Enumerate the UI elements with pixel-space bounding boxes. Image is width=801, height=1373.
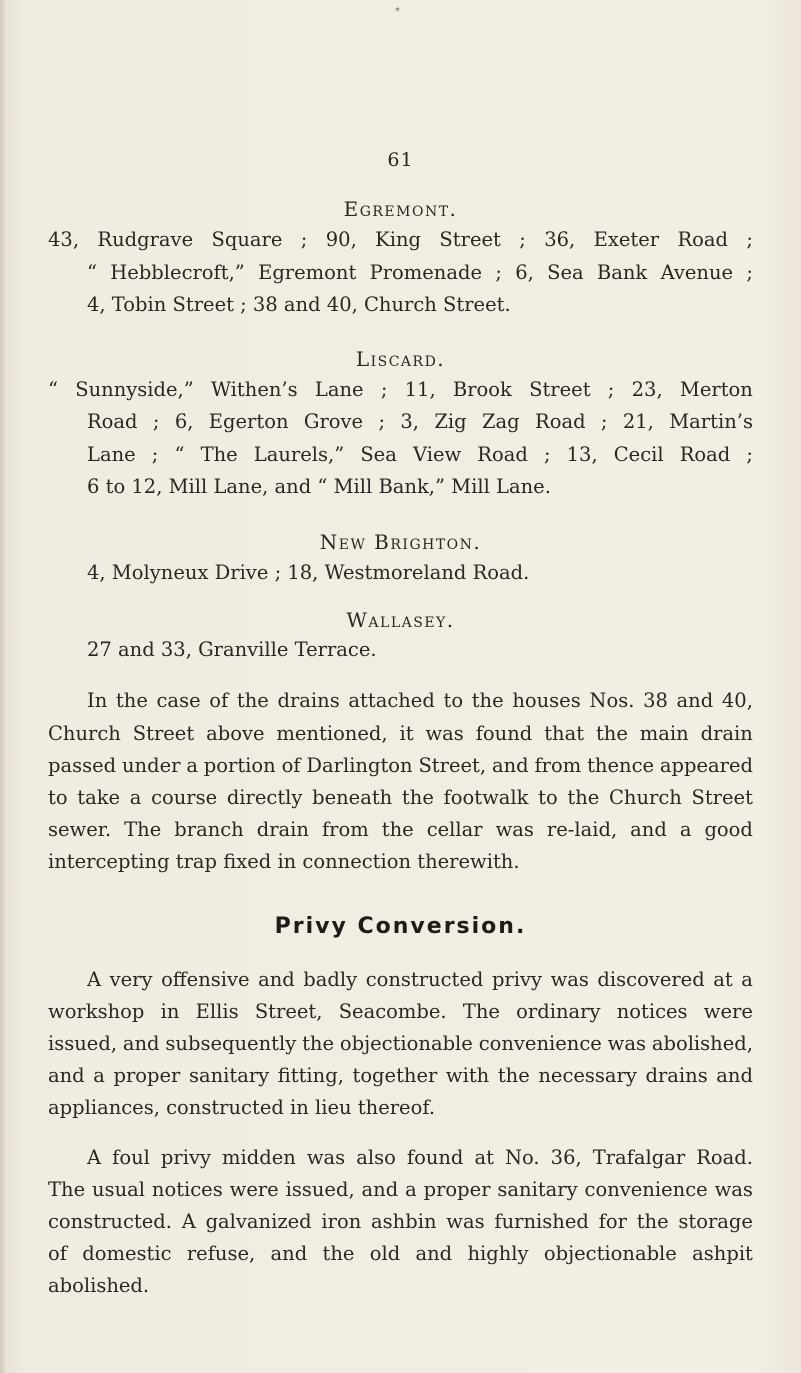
new-brighton-line-1: 4, Molyneux Drive ; 18, Westmoreland Road. — [87, 561, 530, 584]
privy-p1-line-4: and a proper sanitary fitting, together with the necessary drains and — [48, 1064, 753, 1087]
drains-line-1: In the case of the drains attached to the houses Nos. 38 and 40, — [87, 689, 753, 712]
heading-liscard: Liscard. — [355, 347, 446, 371]
privy-p1-line-1: A very offensive and badly constructed privy was discovered at a — [87, 968, 753, 991]
privy-p2-line-1: A foul privy midden was also found at No. 36, Trafalgar Road. — [87, 1146, 753, 1169]
privy-p2-line-3: constructed. A galvanized iron ashbin was furnished for the storage — [48, 1210, 753, 1233]
drains-line-2: Church Street above mentioned, it was found that the main drain — [48, 722, 753, 745]
heading-egremont: Egremont. — [343, 197, 458, 221]
liscard-line-1: “ Sunnyside,” Withen’s Lane ; 11, Brook Street ; 23, Merton — [48, 378, 753, 401]
section-title-privy-conversion: Privy Conversion. — [274, 914, 527, 939]
heading-wallasey: Wallasey. — [346, 608, 455, 632]
privy-p2-line-4: of domestic refuse, and the old and highly objectionable ashpit — [48, 1242, 753, 1265]
drains-line-3: passed under a portion of Darlington Street, and from thence appeared — [48, 754, 753, 777]
drains-line-5: sewer. The branch drain from the cellar was re-laid, and a good — [48, 818, 753, 841]
wallasey-line-1: 27 and 33, Granville Terrace. — [87, 638, 377, 661]
liscard-line-2: Road ; 6, Egerton Grove ; 3, Zig Zag Road ; 21, Martin’s — [87, 410, 753, 433]
egremont-line-3: 4, Tobin Street ; 38 and 40, Church Street. — [87, 293, 511, 316]
privy-p2-line-2: The usual notices were issued, and a proper sanitary convenience was — [48, 1178, 753, 1201]
egremont-line-1: 43, Rudgrave Square ; 90, King Street ; 36, Exeter Road ; — [48, 228, 753, 251]
egremont-line-2: “ Hebblecroft,” Egremont Promenade ; 6, Sea Bank Avenue ; — [87, 261, 753, 284]
privy-p1-line-2: workshop in Ellis Street, Seacombe. The ordinary notices were — [48, 1000, 753, 1023]
liscard-line-4: 6 to 12, Mill Lane, and “ Mill Bank,” Mill Lane. — [87, 475, 551, 498]
top-mark: * — [395, 6, 400, 17]
drains-line-4: to take a course directly beneath the footwalk to the Church Street — [48, 786, 753, 809]
privy-p2-line-5: abolished. — [48, 1274, 150, 1297]
privy-p1-line-3: issued, and subsequently the objectionable convenience was abolished, — [48, 1032, 753, 1055]
heading-new-brighton: New Brighton. — [319, 530, 482, 554]
liscard-line-3: Lane ; “ The Laurels,” Sea View Road ; 13, Cecil Road ; — [87, 443, 753, 466]
privy-p1-line-5: appliances, constructed in lieu thereof. — [48, 1096, 436, 1119]
drains-line-6: intercepting trap fixed in connection therewith. — [48, 850, 520, 873]
page-number: 61 — [387, 149, 414, 171]
